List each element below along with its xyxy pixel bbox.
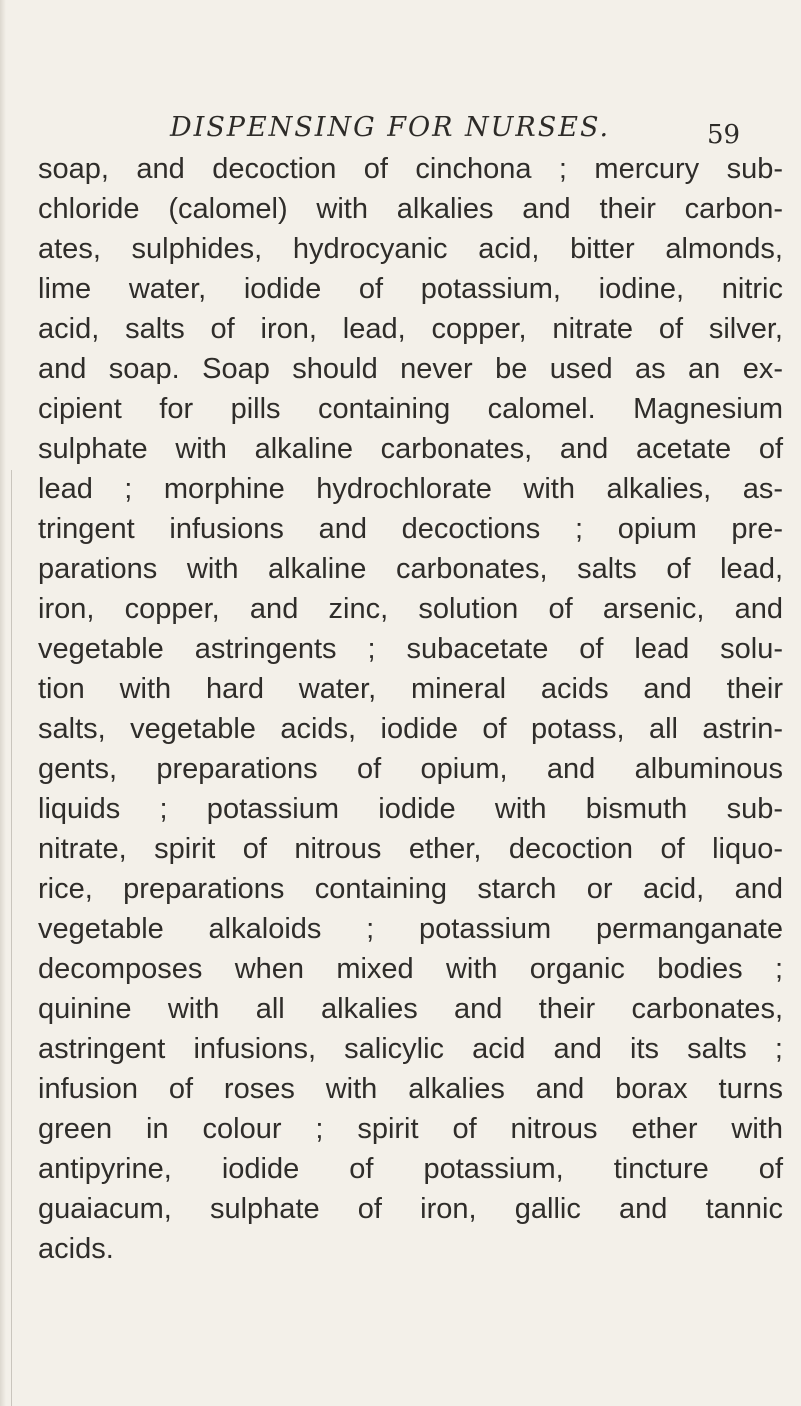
text-line: green in colour ; spirit of nitrous ether with xyxy=(38,1113,783,1145)
body-paragraph xyxy=(38,149,783,1269)
text-line: gents, preparations of opium, and albuminous xyxy=(38,753,783,785)
running-head xyxy=(0,112,801,152)
text-line: and soap. Soap should never be used as an ex- xyxy=(38,353,783,385)
text-line: lead ; morphine hydrochlorate with alkalies, as- xyxy=(38,473,783,505)
text-line: guaiacum, sulphate of iron, gallic and tannic xyxy=(38,1193,783,1225)
text-line: lime water, iodide of potassium, iodine, nitric xyxy=(38,273,783,305)
text-line: parations with alkaline carbonates, salts of lead, xyxy=(38,553,783,585)
text-line: decomposes when mixed with organic bodies ; xyxy=(38,953,783,985)
text-line: tringent infusions and decoctions ; opium pre- xyxy=(38,513,783,545)
text-line: nitrate, spirit of nitrous ether, decoction of liquo- xyxy=(38,833,783,865)
text-line: ates, sulphides, hydrocyanic acid, bitter almonds, xyxy=(38,233,783,265)
text-line: vegetable astringents ; subacetate of lead solu- xyxy=(38,633,783,665)
text-line: vegetable alkaloids ; potassium permanganate xyxy=(38,913,783,945)
text-line: infusion of roses with alkalies and borax turns xyxy=(38,1073,783,1105)
page-gutter-shadow xyxy=(0,0,6,1406)
text-line: tion with hard water, mineral acids and their xyxy=(38,673,783,705)
text-line: astringent infusions, salicylic acid and its salts ; xyxy=(38,1033,783,1065)
text-line: iron, copper, and zinc, solution of arsenic, and xyxy=(38,593,783,625)
text-line: quinine with all alkalies and their carbonates, xyxy=(38,993,783,1025)
running-title: DISPENSING FOR NURSES. xyxy=(170,112,611,143)
text-line: rice, preparations containing starch or acid, and xyxy=(38,873,783,905)
text-line: liquids ; potassium iodide with bismuth sub- xyxy=(38,793,783,825)
text-line: sulphate with alkaline carbonates, and acetate of xyxy=(38,433,783,465)
text-line: acids. xyxy=(38,1233,114,1265)
page-number: 59 xyxy=(707,120,741,150)
text-line: cipient for pills containing calomel. Magnesium xyxy=(38,393,783,425)
text-line: acid, salts of iron, lead, copper, nitrate of silver, xyxy=(38,313,783,345)
text-line: chloride (calomel) with alkalies and their carbon- xyxy=(38,193,783,225)
text-line: salts, vegetable acids, iodide of potass, all astrin- xyxy=(38,713,783,745)
page-gutter-line xyxy=(11,470,12,1406)
text-line: antipyrine, iodide of potassium, tincture of xyxy=(38,1153,783,1185)
text-line: soap, and decoction of cinchona ; mercury sub- xyxy=(38,153,783,185)
